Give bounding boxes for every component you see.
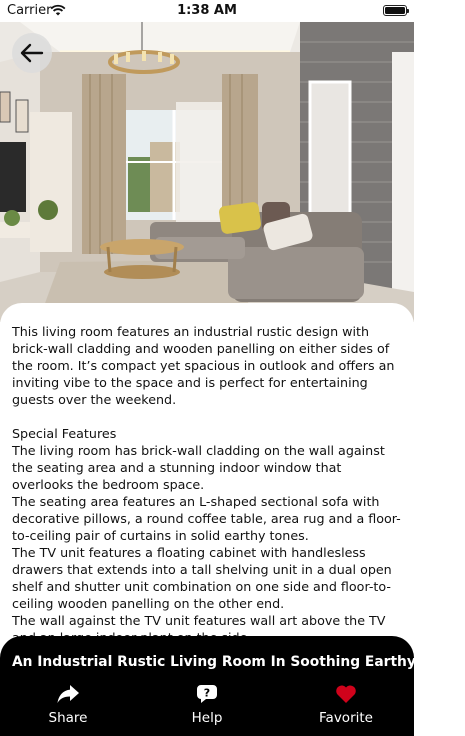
feature-item: The living room has brick-wall cladding on the wall against the seating area and a stunning indoor window that overlooks the bedroom space. (12, 443, 385, 492)
svg-text:?: ? (203, 686, 211, 700)
favorite-label: Favorite (319, 710, 373, 726)
description-intro: This living room features an industrial rustic design with brick-wall cladding and wooden panelling on either sides of the room. It’s compact yet spacious in outlook and offers an inviting vibe to the space and is perfect for entertaining guests over the weekend. (12, 324, 395, 407)
share-button[interactable] (13, 682, 123, 732)
favorite-button[interactable] (291, 682, 401, 732)
carrier-label: Carrier (7, 3, 52, 18)
share-icon (56, 682, 80, 706)
description-panel (0, 303, 414, 643)
heart-icon (334, 682, 358, 706)
feature-item: The wall against the TV unit features wall art above the TV (12, 613, 386, 628)
feature-item: The TV unit features a floating cabinet with handlesless drawers that extends into a tall shelving unit in a dual open shelf and shutter unit combination on one side and floor-to-ceiling wooden panelling on the other end. (12, 545, 392, 611)
features-heading: Special Features (12, 426, 117, 441)
help-icon (195, 682, 219, 706)
feature-item: The seating area features an L-shaped sectional sofa with decorative pillows, a round coffee table, area rug and a floor-to-ceiling pair of curtains in solid earthy tones. (12, 494, 401, 543)
arrow-left-icon (20, 43, 44, 63)
clock: 1:38 AM (177, 3, 237, 18)
design-title: An Industrial Rustic Living Room In Soothing Earthy Tones (12, 654, 465, 670)
status-bar (0, 0, 414, 22)
back-button[interactable] (12, 33, 52, 73)
bottom-action-bar (0, 636, 465, 736)
living-room-photo-icon (0, 22, 414, 322)
help-button[interactable] (152, 682, 262, 732)
hero-image (0, 22, 414, 322)
battery-icon (383, 5, 407, 16)
help-label: Help (191, 710, 223, 726)
share-label: Share (48, 710, 88, 726)
